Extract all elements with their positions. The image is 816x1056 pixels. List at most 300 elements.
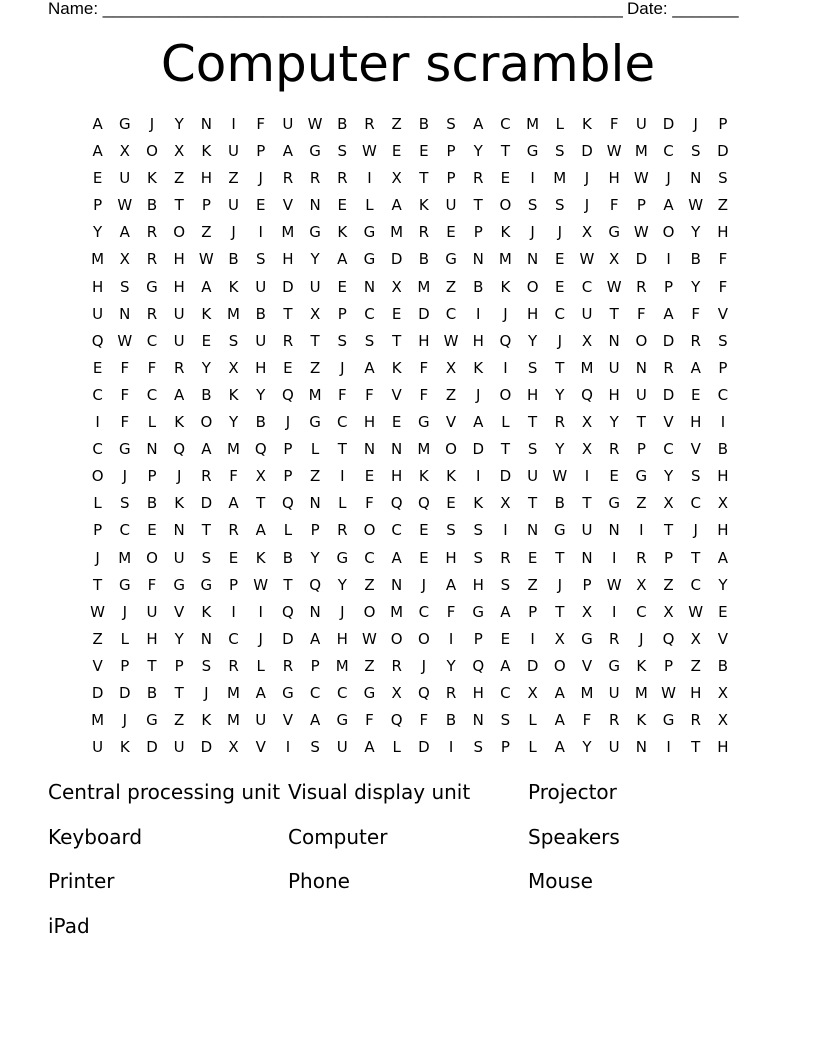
grid-letter: J [149,115,155,133]
grid-letter: C [337,683,348,702]
word-item: Phone [288,869,350,893]
grid-letter: R [445,683,457,702]
grid-letter: X [309,304,321,323]
grid-letter: G [608,223,620,242]
grid-letter: U [173,738,185,757]
grid-letter: P [337,304,347,323]
grid-letter: E [391,304,402,323]
grid-letter: X [663,602,674,621]
grid-letter: K [500,223,511,242]
grid-letter: W [606,142,622,161]
grid-letter: T [256,494,266,513]
grid-letter: K [174,494,185,513]
grid-letter: M [335,656,349,675]
grid-letter: N [581,548,593,567]
grid-letter: D [662,331,675,350]
grid-letter: A [473,413,484,432]
grid-letter: X [581,440,593,459]
grid-letter: P [582,575,592,594]
grid-letter: K [418,196,429,215]
word-item: Speakers [528,824,620,849]
grid-letter: K [228,385,239,404]
grid-letter: J [340,358,345,377]
grid-letter: J [503,304,508,323]
grid-letter: G [309,142,321,161]
grid-letter: C [445,304,457,323]
grid-letter: P [283,440,293,459]
grid-letter: B [201,385,212,404]
grid-letter: N [363,440,376,459]
grid-letter: R [228,656,239,675]
grid-letter: L [120,629,129,648]
grid-letter: X [717,683,729,702]
grid-letter: M [390,223,404,242]
grid-letter: Y [174,629,184,648]
grid-letter: Z [92,629,103,648]
grid-letter: B [445,711,457,730]
grid-letter: S [120,494,130,513]
grid-letter: U [608,683,620,702]
grid-letter: B [554,494,565,513]
grid-letter: G [363,223,376,242]
grid-letter: J [204,683,209,702]
grid-letter: W [198,250,214,269]
grid-letter: J [584,196,590,215]
grid-letter: Z [690,656,701,675]
grid-letter: T [473,196,483,215]
word-item: Central processing unit [48,780,281,804]
grid-letter: P [256,142,266,161]
grid-letter: K [391,358,402,377]
grid-letter: B [146,494,158,513]
grid-letter: A [717,548,729,567]
grid-letter: A [391,196,402,215]
grid-letter: C [690,494,701,513]
grid-letter: C [500,115,511,133]
grid-letter: T [147,656,157,675]
grid-letter: N [200,115,212,133]
grid-letter: E [555,277,565,296]
grid-letter: E [555,250,565,269]
grid-letter: R [473,169,484,188]
grid-letter: F [718,250,728,269]
grid-letter: F [120,413,130,432]
grid-letter: H [173,250,185,269]
grid-letter: K [500,277,511,296]
grid-letter: Z [364,575,375,594]
grid-letter: Y [663,467,674,486]
grid-letter: Q [472,656,485,675]
grid-letter: Y [310,250,320,269]
grid-letter: Y [555,440,565,459]
grid-letter: P [93,196,103,215]
grid-letter: P [310,656,320,675]
grid-letter: S [527,440,538,459]
grid-letter: Z [636,494,647,513]
grid-letter: A [554,738,565,757]
grid-letter: B [473,277,484,296]
grid-letter: V [391,385,402,404]
grid-letter: N [391,440,403,459]
grid-letter: P [310,521,320,540]
grid-letter: Q [173,440,186,459]
grid-letter: D [282,277,294,296]
grid-letter: R [173,358,185,377]
grid-letter: D [717,142,729,161]
grid-letter: X [690,629,701,648]
grid-letter: K [201,304,212,323]
grid-letter: T [392,331,402,350]
grid-letter: W [606,575,622,594]
grid-letter: A [663,304,674,323]
grid-letter: T [691,738,701,757]
grid-letter: H [282,250,294,269]
grid-letter: W [307,115,323,133]
grid-letter: J [340,602,345,621]
grid-letter: K [174,413,185,432]
grid-letter: I [367,169,372,188]
grid-letter: H [363,413,376,432]
grid-letter: H [608,385,620,404]
name-line: Name: _______________________________________________________ [48,0,623,18]
grid-letter: E [255,196,266,215]
grid-letter: H [472,683,484,702]
grid-letter: T [174,683,184,702]
grid-letter: F [582,711,592,730]
grid-letter: D [146,738,158,757]
grid-letter: H [526,304,539,323]
grid-letter: N [309,494,321,513]
grid-letter: D [418,304,430,323]
grid-letter: R [282,169,294,188]
grid-letter: E [92,358,103,377]
grid-letter: P [120,656,130,675]
grid-letter: A [92,115,103,133]
grid-letter: P [147,467,157,486]
grid-letter: C [364,548,375,567]
grid-letter: P [718,115,728,133]
grid-letter: O [146,548,158,567]
grid-letter: M [227,711,240,730]
grid-letter: W [552,467,568,486]
grid-letter: O [499,385,512,404]
grid-letter: C [146,385,158,404]
grid-letter: V [663,413,674,432]
grid-letter: Y [691,223,701,242]
grid-letter: I [611,602,617,621]
grid-letter: J [421,656,427,675]
grid-letter: A [119,223,130,242]
grid-letter: P [283,467,293,486]
grid-letter: O [417,629,430,648]
grid-letter: Y [337,575,347,594]
grid-letter: Q [581,385,593,404]
grid-letter: U [173,331,185,350]
grid-letter: Y [691,277,701,296]
grid-letter: J [176,467,182,486]
grid-letter: R [364,115,375,133]
grid-letter: K [446,467,456,486]
grid-letter: C [717,385,729,404]
grid-letter: J [693,521,698,540]
grid-letter: U [581,304,593,323]
grid-letter: M [417,277,431,296]
grid-letter: A [201,440,212,459]
grid-letter: W [633,223,649,242]
grid-letter: G [472,602,485,621]
grid-letter: H [717,467,729,486]
grid-letter: U [608,738,620,757]
grid-letter: X [527,683,538,702]
grid-letter: D [91,683,104,702]
grid-letter: T [283,575,293,594]
grid-letter: K [201,711,212,730]
grid-letter: Y [174,115,184,133]
grid-letter: N [472,711,484,730]
grid-letter: O [363,521,376,540]
grid-letter: E [364,467,375,486]
grid-letter: E [446,494,456,513]
grid-letter: F [147,358,157,377]
grid-letter: F [229,467,238,486]
grid-letter: H [608,169,620,188]
grid-letter: B [255,304,266,323]
grid-letter: G [146,277,158,296]
grid-letter: X [581,331,593,350]
grid-letter: Y [609,413,619,432]
grid-letter: J [693,115,698,133]
grid-letter: T [636,413,646,432]
grid-letter: I [231,115,236,133]
grid-letter: R [690,331,701,350]
grid-letter: C [391,521,402,540]
grid-letter: E [419,548,429,567]
grid-letter: C [500,683,511,702]
grid-letter: N [309,602,321,621]
grid-letter: S [228,331,239,350]
grid-letter: S [201,548,212,567]
grid-letter: E [609,467,619,486]
grid-letter: A [92,142,103,161]
grid-letter: F [256,115,266,133]
grid-letter: Q [499,331,512,350]
grid-letter: Y [201,358,211,377]
grid-letter: U [635,385,647,404]
grid-letter: C [146,331,158,350]
grid-letter: G [526,142,539,161]
grid-letter: O [390,629,403,648]
grid-letter: Q [417,683,430,702]
grid-letter: K [582,115,592,133]
grid-letter: A [228,494,239,513]
grid-letter: H [200,169,212,188]
grid-letter: I [448,629,454,648]
grid-letter: K [201,602,212,621]
grid-letter: A [201,277,212,296]
grid-letter: T [500,440,510,459]
grid-letter: S [555,142,565,161]
word-item: iPad [48,913,90,938]
date-line: Date: _______ [627,0,739,18]
grid-letter: M [281,223,295,242]
grid-letter: M [227,440,240,459]
grid-letter: D [662,385,675,404]
grid-letter: U [608,358,620,377]
grid-letter: T [500,142,510,161]
grid-letter: S [690,142,701,161]
grid-letter: A [282,142,294,161]
grid-letter: V [282,196,294,215]
grid-letter: S [337,142,348,161]
grid-letter: Y [582,738,592,757]
grid-letter: U [635,115,647,133]
grid-letter: H [418,331,430,350]
grid-letter: W [117,196,133,215]
grid-letter: M [227,304,240,323]
grid-letter: F [637,304,646,323]
grid-letter: R [282,656,294,675]
grid-letter: F [691,304,701,323]
grid-letter: U [173,548,185,567]
grid-letter: J [666,169,671,188]
grid-letter: R [554,413,565,432]
grid-letter: K [418,467,429,486]
grid-letter: A [554,711,565,730]
grid-letter: L [256,656,265,675]
grid-letter: B [228,250,239,269]
grid-letter: M [526,115,540,133]
grid-letter: S [473,521,483,540]
grid-letter: T [555,358,565,377]
grid-letter: P [528,602,538,621]
grid-letter: Y [256,385,266,404]
grid-letter: F [419,711,429,730]
grid-letter: L [555,115,564,133]
grid-letter: G [336,548,349,567]
grid-letter: G [662,711,675,730]
grid-letter: M [634,142,648,161]
grid-letter: F [718,277,728,296]
grid-letter: L [310,440,320,459]
grid-letter: N [608,331,620,350]
grid-letter: W [362,629,377,648]
grid-letter: Z [445,277,457,296]
grid-letter: G [118,440,131,459]
grid-letter: D [581,142,593,161]
grid-letter: P [664,277,674,296]
grid-letter: O [553,656,566,675]
grid-letter: A [554,683,565,702]
grid-letter: P [201,196,211,215]
grid-letter: J [476,385,481,404]
grid-letter: M [498,250,512,269]
grid-letter: E [337,196,348,215]
grid-letter: I [448,738,454,757]
grid-letter: A [500,656,511,675]
grid-letter: L [365,196,374,215]
grid-letter: D [662,115,675,133]
grid-letter: L [501,413,510,432]
grid-letter: G [336,711,349,730]
grid-letter: T [691,548,701,567]
grid-letter: O [662,223,675,242]
grid-letter: K [473,358,484,377]
grid-letter: V [282,711,294,730]
grid-letter: X [663,494,674,513]
grid-letter: J [122,467,127,486]
grid-letter: S [473,738,483,757]
grid-letter: T [528,494,538,513]
grid-letter: D [418,738,430,757]
grid-letter: M [580,683,594,702]
grid-letter: T [337,440,347,459]
grid-letter: B [255,413,266,432]
grid-letter: I [611,548,617,567]
grid-letter: B [418,250,429,269]
grid-letter: S [473,548,483,567]
grid-letter: K [636,656,647,675]
grid-letter: Z [445,385,457,404]
grid-letter: J [258,629,263,648]
grid-letter: W [688,602,704,621]
grid-letter: M [634,683,648,702]
grid-letter: X [500,494,511,513]
grid-letter: G [173,575,185,594]
grid-letter: O [146,142,158,161]
grid-letter: Q [282,494,294,513]
grid-letter: M [308,385,322,404]
word-item: Visual display unit [288,780,471,804]
grid-letter: W [253,575,269,594]
grid-letter: H [690,683,702,702]
grid-letter: X [636,575,647,594]
grid-letter: U [173,304,185,323]
grid-letter: A [255,683,266,702]
grid-letter: X [554,629,565,648]
grid-letter: U [92,304,104,323]
grid-letter: H [146,629,158,648]
grid-letter: W [688,196,704,215]
grid-letter: F [147,575,157,594]
grid-letter: K [228,277,239,296]
grid-letter: H [391,467,403,486]
grid-letter: J [258,169,263,188]
grid-letter: L [528,738,537,757]
grid-letter: J [95,548,100,567]
grid-letter: R [228,521,239,540]
grid-letter: Q [91,331,104,350]
grid-letter: R [146,250,158,269]
grid-letter: E [391,142,402,161]
grid-letter: N [146,440,158,459]
grid-letter: L [528,711,537,730]
word-list [48,778,768,956]
grid-letter: G [418,413,430,432]
grid-letter: R [309,169,321,188]
grid-letter: I [503,358,508,377]
grid-letter: I [639,521,644,540]
grid-letter: O [445,440,457,459]
grid-letter: U [92,738,104,757]
grid-letter: P [718,358,728,377]
grid-letter: G [553,521,566,540]
grid-letter: O [526,277,539,296]
grid-letter: P [664,548,674,567]
grid-letter: S [527,196,538,215]
grid-letter: Q [662,629,675,648]
grid-letter: Y [228,413,239,432]
grid-letter: P [473,629,483,648]
